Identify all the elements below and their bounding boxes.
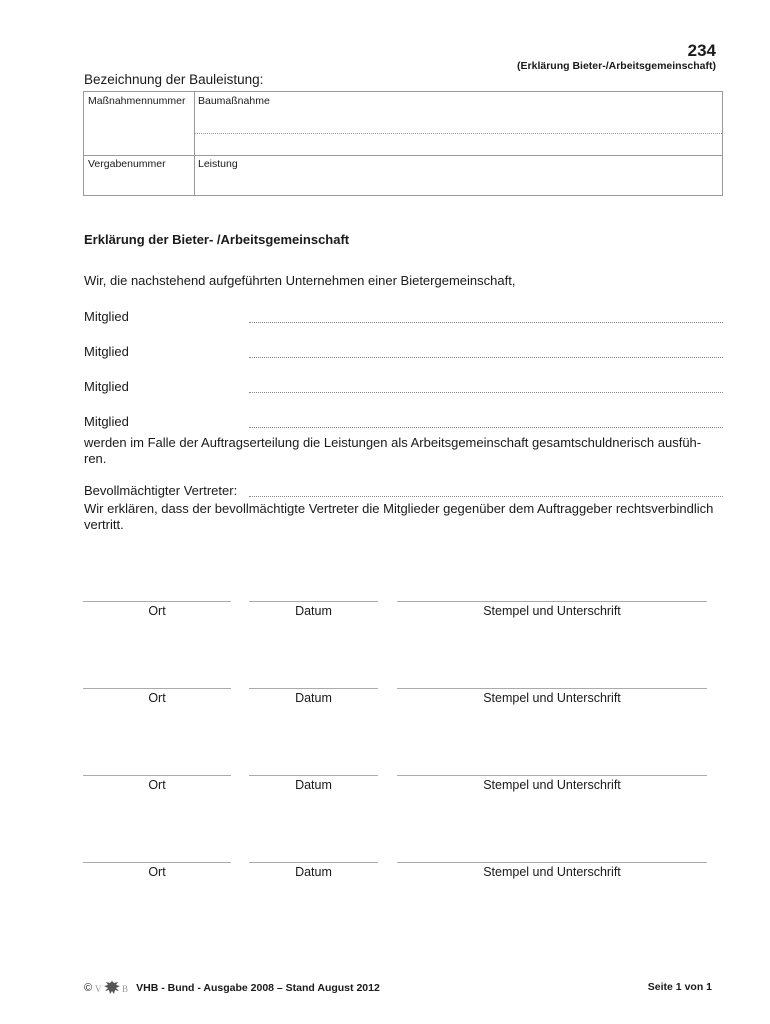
representative-input-line[interactable]	[249, 496, 723, 497]
form-number: 234	[687, 41, 716, 60]
signature-input-line[interactable]	[397, 862, 707, 863]
massnahmennummer-label: Maßnahmennummer	[88, 95, 186, 107]
member-label: Mitglied	[84, 309, 129, 324]
ort-label: Ort	[148, 691, 166, 705]
member-label: Mitglied	[84, 344, 129, 359]
signature-input-line[interactable]	[397, 775, 707, 776]
svg-text:B: B	[122, 984, 129, 994]
member-input-line[interactable]	[249, 427, 723, 428]
edition-text: VHB - Bund - Ausgabe 2008 – Stand August 2012	[136, 982, 380, 994]
bauleistung-table	[83, 91, 723, 196]
stempel-label: Stempel und Unterschrift	[483, 604, 621, 618]
signature-input-line[interactable]	[397, 601, 707, 602]
datum-input-line[interactable]	[249, 862, 378, 863]
statement-line: ren.	[84, 451, 107, 466]
datum-label: Datum	[295, 691, 332, 705]
datum-input-line[interactable]	[249, 775, 378, 776]
stempel-label: Stempel und Unterschrift	[483, 865, 621, 879]
signature-input-line[interactable]	[397, 688, 707, 689]
vergabenummer-label: Vergabenummer	[88, 158, 166, 170]
table-divider	[194, 133, 722, 134]
vhb-logo	[84, 979, 130, 997]
page-number: Seite 1 von 1	[647, 981, 712, 993]
ort-label: Ort	[148, 865, 166, 879]
statement-text	[84, 435, 724, 467]
table-divider	[84, 155, 722, 156]
table-divider	[194, 92, 195, 195]
declaration-intro: Wir, die nachstehend aufgeführten Unternehmen einer Bietergemeinschaft,	[84, 273, 516, 288]
representative-line: vertritt.	[84, 517, 124, 532]
member-input-line[interactable]	[249, 357, 723, 358]
datum-input-line[interactable]	[249, 601, 378, 602]
ort-label: Ort	[148, 778, 166, 792]
representative-label: Bevollmächtigter Vertreter:	[84, 483, 238, 498]
member-label: Mitglied	[84, 414, 129, 429]
datum-label: Datum	[295, 604, 332, 618]
baumassnahme-label: Baumaßnahme	[198, 95, 270, 107]
member-label: Mitglied	[84, 379, 129, 394]
representative-text	[84, 501, 724, 533]
ort-input-line[interactable]	[83, 862, 231, 863]
form-subtitle: (Erklärung Bieter-/Arbeitsgemeinschaft)	[517, 60, 716, 72]
statement-line: werden im Falle der Auftragserteilung die Leistungen als Arbeitsgemeinschaft gesamtschuldnerisch ausfüh-	[84, 435, 702, 450]
member-input-line[interactable]	[249, 322, 723, 323]
declaration-title: Erklärung der Bieter- /Arbeitsgemeinschaft	[84, 232, 350, 247]
representative-line: Wir erklären, dass der bevollmächtigte Vertreter die Mitglieder gegenüber dem Auftraggeber rechtsverbindlich	[84, 501, 714, 516]
ort-input-line[interactable]	[83, 775, 231, 776]
member-input-line[interactable]	[249, 392, 723, 393]
federal-eagle-icon	[94, 979, 130, 997]
datum-label: Datum	[295, 778, 332, 792]
ort-label: Ort	[148, 604, 166, 618]
stempel-label: Stempel und Unterschrift	[483, 691, 621, 705]
bauleistung-heading: Bezeichnung der Bauleistung:	[84, 72, 264, 87]
leistung-label: Leistung	[198, 158, 238, 170]
stempel-label: Stempel und Unterschrift	[483, 778, 621, 792]
datum-label: Datum	[295, 865, 332, 879]
datum-input-line[interactable]	[249, 688, 378, 689]
copyright-symbol: ©	[84, 982, 93, 994]
footer	[84, 979, 380, 997]
ort-input-line[interactable]	[83, 688, 231, 689]
svg-text:V: V	[95, 984, 102, 994]
ort-input-line[interactable]	[83, 601, 231, 602]
